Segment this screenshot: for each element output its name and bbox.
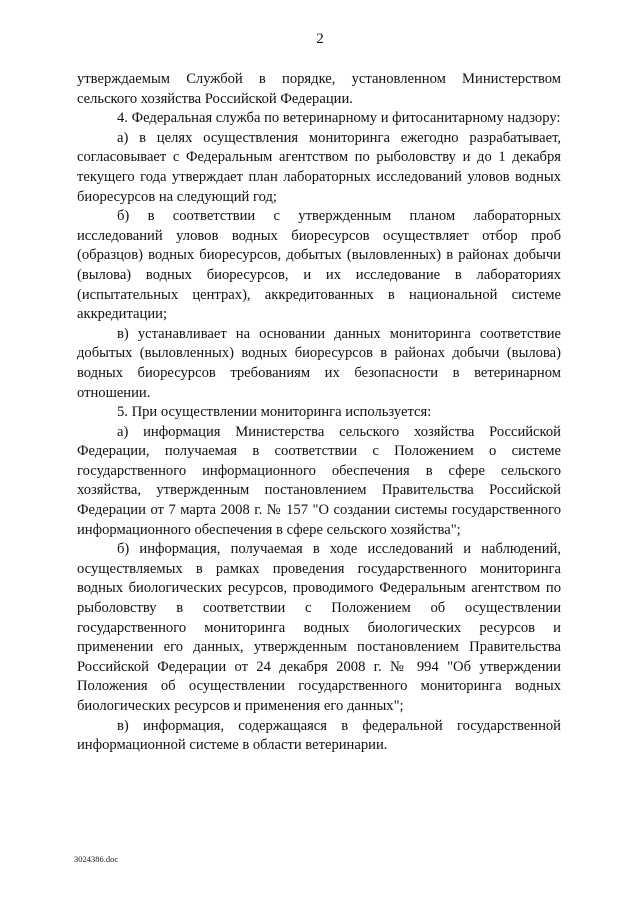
paragraph-item-4: 4. Федеральная служба по ветеринарному и фитосанитарному надзору: [117,110,561,127]
paragraph-item-4c: в) устанавливает на основании данных мониторинга соответствие добытых (выловленных) водных биоресурсов в районах добычи (вылова) водных биоресурсов требованиям их безопасности в ветеринарном отношении. [77,325,561,401]
paragraph-item-5: 5. При осуществлении мониторинга используется: [117,404,432,421]
paragraph-item-5c: в) информация, содержащаяся в федеральной государственной информационной системе в области ветеринарии. [77,717,561,754]
paragraph-item-5a: а) информация Министерства сельского хозяйства Российской Федерации, получаемая в соответствии с Положением о системе государственного информационного обеспечения в сфере сельского хозяйства, утвержденным постановлением Правительства Российской Федерации от 7 марта 2008 г. № 157 "О создании системы государственного информационного обеспечения в сфере сельского хозяйства"; [77,423,561,538]
document-body [77,70,561,756]
paragraph-item-4b: б) в соответствии с утвержденным планом лабораторных исследований уловов водных биоресурсов осуществляет отбор проб (образцов) водных биоресурсов, добытых (выловленных) в районах добычи (вылова) водных биоресурсов, и их исследование в лабораториях (испытательных центрах), аккредитованных в национальной системе аккредитации; [77,208,561,323]
page-number: 2 [316,31,324,47]
paragraph-continuation: утверждаемым Службой в порядке, установленном Министерством сельского хозяйства Российской Федерации. [77,71,561,107]
document-filename: 3024386.doc [74,854,119,864]
paragraph-item-5b: б) информация, получаемая в ходе исследований и наблюдений, осуществляемых в рамках проведения государственного мониторинга водных биологических ресурсов, проводимого Федеральным агентством по рыболовству в соответствии с Положением об осуществлении государственного мониторинга водных биологических ресурсов и применении его данных, утвержденным постановлением Правительства Российской Федерации от 24 декабря 2008 г. № 994 "Об утверждении Положения об осуществлении государственного мониторинга водных биологических ресурсов и применения его данных"; [77,541,561,714]
paragraph-item-4a: а) в целях осуществления мониторинга ежегодно разрабатывает, согласовывает с Федеральным агентством по рыболовству и до 1 декабря текущего года утверждает план лабораторных исследований уловов водных биоресурсов на следующий год; [77,129,561,205]
